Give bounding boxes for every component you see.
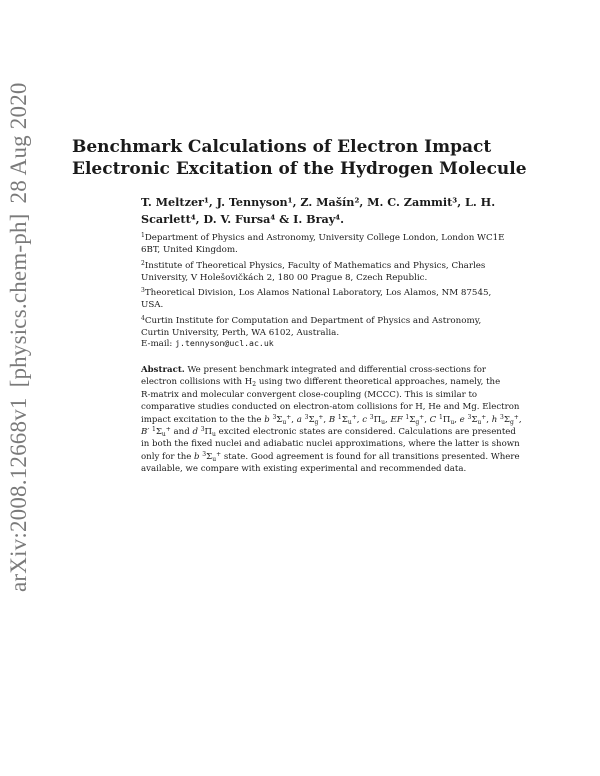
abstract-label: Abstract.: [141, 365, 185, 375]
email-label: E-mail:: [141, 339, 173, 349]
abstract-formula-line: only for the b $^3\Sigma_u^+$ state. Good agreement is found for all transitions presented. Where: [141, 450, 520, 463]
abstract-text: using two different theoretical approaches, namely, the: [258, 377, 501, 388]
affiliation-text: USA.: [141, 300, 164, 311]
affiliation-1: [141, 230, 521, 257]
author-list: [141, 194, 521, 227]
arxiv-date: 28 Aug 2020: [6, 82, 31, 204]
abstract-text: available, we compare with existing experimental and recommended data.: [141, 464, 467, 475]
affiliation-marker: 1: [141, 232, 145, 239]
affiliation-marker: 2: [141, 259, 145, 267]
affiliation-text: University, V Holešovičkách 2, 180 00 Prague 8, Czech Republic.: [141, 272, 428, 283]
abstract-formula-line: impact excitation to the the b $^3\Sigma_u^+$, a $^3\Sigma_g^+$, B $^1\Sigma_u^+$, c $^3\Pi_u$, EF $^1\Sigma_g^+$, C $^1\Pi_u$, e $^3\Sigma_u^+$, h $^3\Sigma_g^+$,: [141, 413, 522, 426]
abstract-text: We present benchmark integrated and differential cross-sections for: [187, 365, 487, 375]
affiliation-marker: 4: [141, 314, 145, 322]
affiliation-4: [141, 313, 521, 340]
abstract-formula-line: B′ $^1\Sigma_u^+$ and d $^3\Pi_u$ excited electronic states are considered. Calculations are presented: [141, 426, 516, 439]
abstract-text: comparative studies conducted on electron-atom collisions for H, He and Mg. Electron: [141, 402, 520, 413]
affiliation-list: [141, 230, 521, 340]
author-line-1: T. Meltzer¹, J. Tennyson¹, Z. Mašín², M. C. Zammit³, L. H.: [141, 195, 496, 209]
abstract-text: electron collisions with H: [141, 377, 253, 388]
abstract: Abstract. We present benchmark integrated and differential cross-sections for electron collisions with $H_2$ using two different theoretical approaches, namely, the R-matrix and molecular convergent close-coupling (MCCC). This is similar to comparative studies conducted on electron-atom collisions for H, He and Mg. Electron impact excitation to the the b $^3\Sigma_u^+$, a $^3\Sigma_g^+$, B $^1\Sigma_u^+$, c $^3\Pi_u$, EF $^1\Sigma_g^+$, C $^1\Pi_u$, e $^3\Sigma_u^+$, h $^3\Sigma_g^+$, B′ $^1\Sigma_u^+$ and d $^3\Pi_u$ excited electronic states are considered. Calculations are presented in both the fixed nuclei and adiabatic nuclei approximations, where the latter is shown only for the b $^3\Sigma_u^+$ state. Good agreement is found for all transitions presented. Where available, we compare with existing experimental and recommended data.: [141, 365, 522, 475]
affiliation-3: [141, 285, 521, 312]
title-line-2: Electronic Excitation of the Hydrogen Molecule: [72, 159, 527, 179]
affiliation-text: Curtin Institute for Computation and Department of Physics and Astronomy,: [144, 315, 482, 326]
affiliation-2: [141, 258, 521, 285]
author-line-2: Scarlett⁴, D. V. Fursa⁴ & I. Bray⁴.: [141, 211, 345, 226]
affiliation-text: Theoretical Division, Los Alamos National Laboratory, Los Alamos, NM 87545,: [144, 288, 492, 299]
arxiv-identifier-stamp: [2, 82, 36, 592]
arxiv-id: arXiv:2008.12668v1: [6, 397, 31, 592]
abstract-text: R-matrix and molecular convergent close-coupling (MCCC). This is similar to: [141, 389, 478, 400]
title-line-1: Benchmark Calculations of Electron Impact: [72, 137, 492, 157]
paper-title: [72, 136, 527, 180]
affiliation-marker: 3: [141, 287, 145, 295]
contact-email: [141, 338, 274, 349]
affiliation-text: Department of Physics and Astronomy, University College London, London WC1E: [144, 233, 505, 243]
affiliation-text: Curtin University, Perth, WA 6102, Australia.: [141, 328, 340, 339]
affiliation-text: 6BT, United Kingdom.: [141, 245, 238, 256]
abstract-text: in both the fixed nuclei and adiabatic nuclei approximations, where the latter is shown: [141, 439, 520, 450]
email-address[interactable]: j.tennyson@ucl.ac.uk: [175, 338, 274, 348]
arxiv-category: [physics.chem-ph]: [6, 213, 31, 388]
affiliation-text: Institute of Theoretical Physics, Faculty of Mathematics and Physics, Charles: [144, 260, 486, 271]
